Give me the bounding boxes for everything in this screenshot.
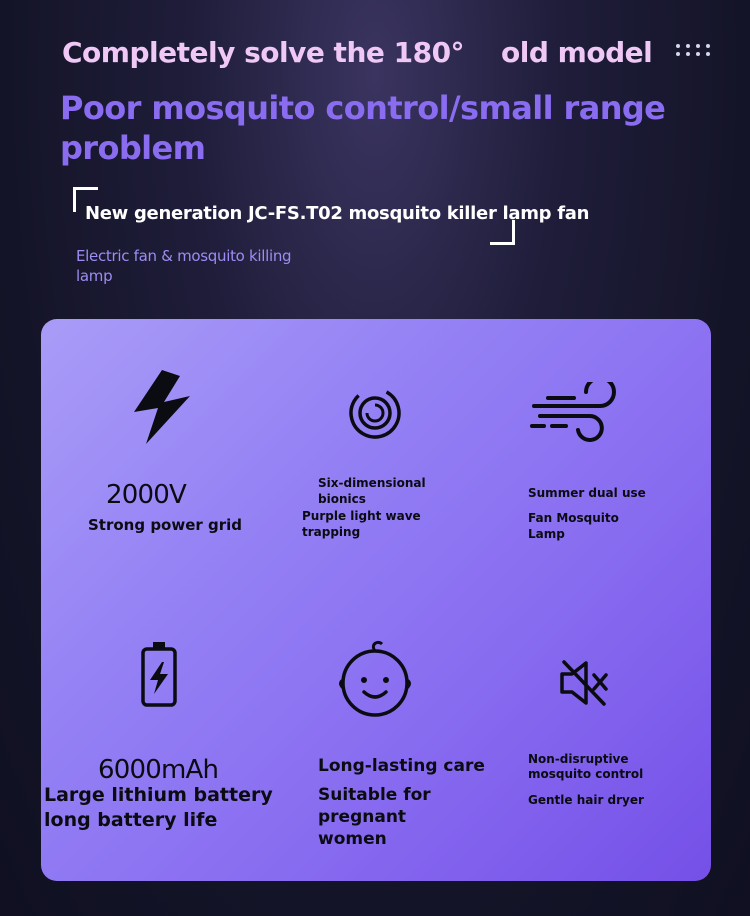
bionics-line-3: Purple light wave <box>302 509 421 523</box>
purple-light-wave-icon <box>347 385 403 441</box>
corner-bracket-bottom-right <box>490 220 515 245</box>
lightning-icon <box>128 368 194 446</box>
mute-speaker-icon <box>558 658 610 708</box>
voltage-label: Strong power grid <box>88 516 243 534</box>
bionics-line-1: Six-dimensional <box>318 476 426 490</box>
quiet-line-3: Gentle hair dryer <box>528 793 644 807</box>
quiet-line-1: Non-disruptive <box>528 752 629 766</box>
product-subtitle: New generation JC-FS.T02 mosquito killer lamp fan <box>85 203 590 224</box>
care-line-2: Suitable for <box>318 785 431 805</box>
bionics-line-2: bionics <box>318 492 366 506</box>
more-icon[interactable] <box>676 44 712 60</box>
battery-value: 6000mAh <box>98 755 219 785</box>
battery-charging-icon <box>140 640 178 708</box>
baby-face-icon <box>334 640 416 718</box>
battery-line-2: long battery life <box>44 809 218 831</box>
care-line-3: pregnant <box>318 807 407 827</box>
bionics-line-4: trapping <box>302 525 361 539</box>
main-headline: Poor mosquito control/small range problem <box>60 89 666 167</box>
quiet-line-2: mosquito control <box>528 767 644 781</box>
voltage-value: 2000V <box>106 480 186 510</box>
care-line-4: women <box>318 829 387 849</box>
top-headline: Completely solve the 180° old model <box>62 36 653 69</box>
dual-use-line-3: Lamp <box>528 527 565 541</box>
wind-icon <box>530 382 626 446</box>
battery-line-1: Large lithium battery <box>44 784 273 806</box>
dual-use-line-1: Summer dual use <box>528 486 646 500</box>
care-line-1: Long-lasting care <box>318 756 485 776</box>
dual-use-line-2: Fan Mosquito <box>528 511 619 525</box>
product-caption: Electric fan & mosquito killing lamp <box>76 247 292 285</box>
